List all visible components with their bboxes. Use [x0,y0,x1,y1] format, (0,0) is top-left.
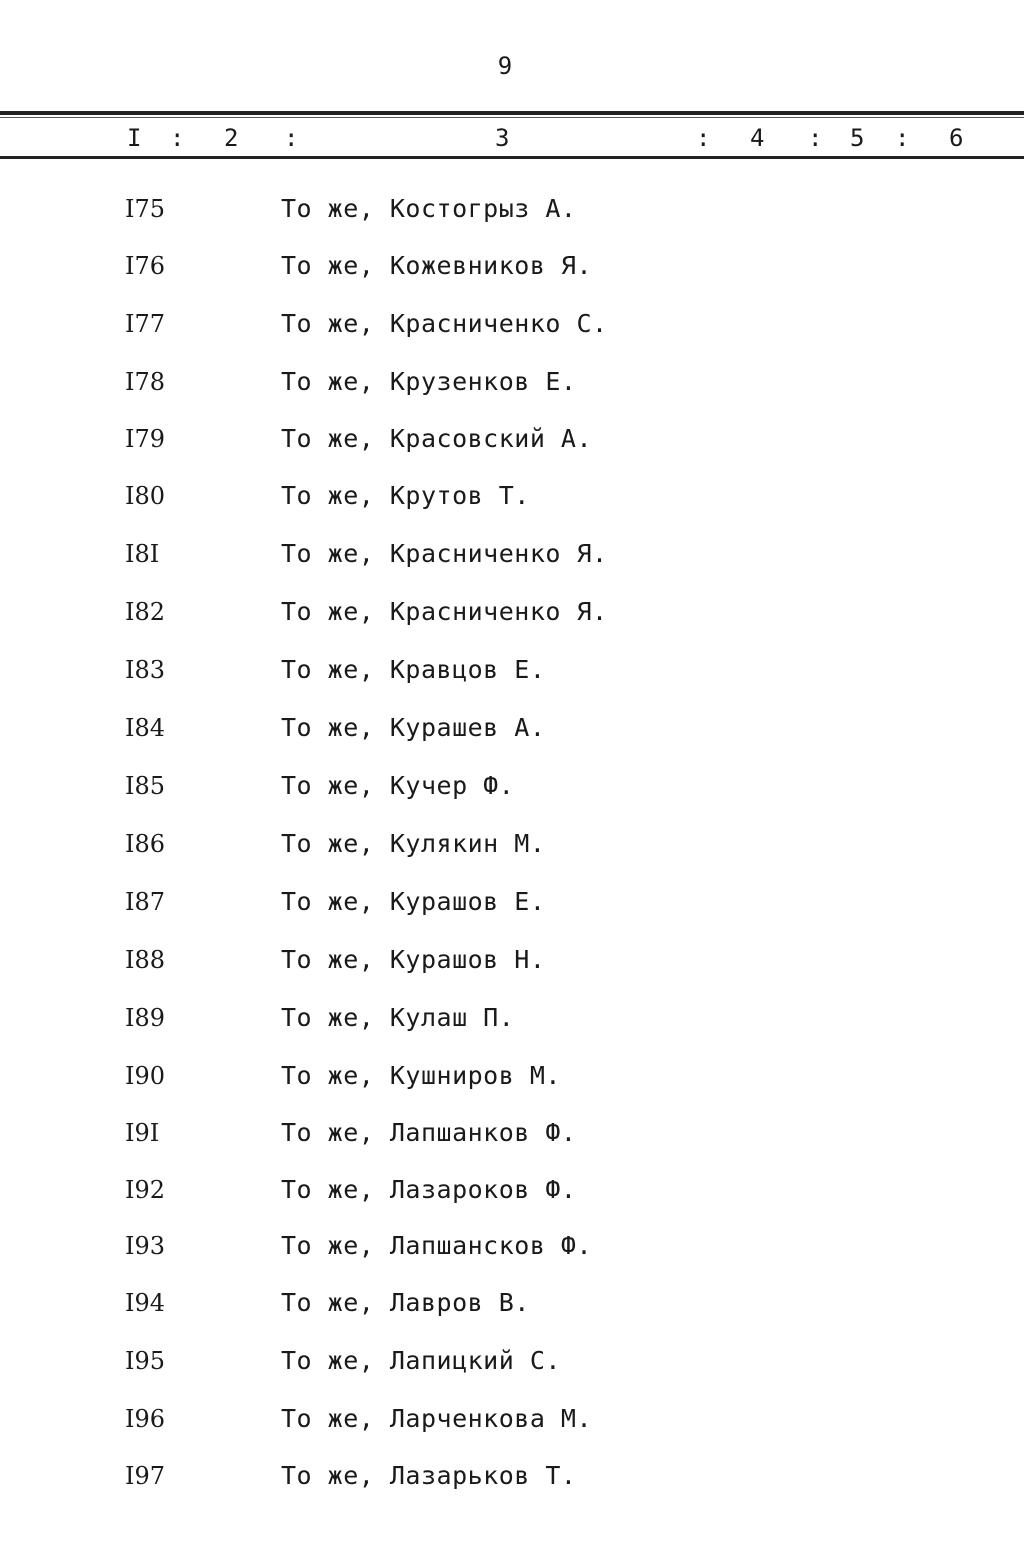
entry-text: То же, Лапицкий С. [281,1346,561,1375]
entry-number: I97 [125,1462,166,1490]
entry-number: I96 [125,1405,166,1433]
entry-number: I77 [125,310,166,338]
column-header-6: 6 [949,124,964,152]
entry-text: То же, Курашев А. [281,713,546,742]
entry-text: То же, Лапшансков Ф. [281,1231,593,1260]
column-header-2: 2 [224,124,239,152]
entry-number: I87 [125,888,166,916]
column-separator: : [808,124,823,152]
entry-number: I80 [125,482,166,510]
entry-text: То же, Ларченкова М. [281,1404,593,1433]
entry-text: То же, Кучер Ф. [281,771,515,800]
entry-number: I83 [125,656,166,684]
entry-number: I78 [125,368,166,396]
entry-text: То же, Крутов Т. [281,481,530,510]
entry-text: То же, Красниченко Я. [281,539,608,568]
entry-text: То же, Лазарьков Т. [281,1461,577,1490]
header-rule-bottom [0,156,1024,159]
entry-number: I94 [125,1289,166,1317]
entry-text: То же, Кулякин М. [281,829,546,858]
entry-text: То же, Красовский А. [281,424,593,453]
entry-number: I76 [125,252,166,280]
entry-number: I85 [125,772,166,800]
entry-text: То же, Кравцов Е. [281,655,546,684]
entry-number: I88 [125,946,166,974]
entry-number: I9I [125,1119,160,1147]
entry-number: I8I [125,540,160,568]
header-rule-top [0,111,1024,115]
entry-text: То же, Кушниров М. [281,1061,561,1090]
entry-number: I89 [125,1004,166,1032]
entry-text: То же, Костогрыз А. [281,194,577,223]
entry-text: То же, Курашов Н. [281,945,546,974]
entry-text: То же, Курашов Е. [281,887,546,916]
entry-number: I82 [125,598,166,626]
column-separator: : [170,124,185,152]
column-header-4: 4 [750,124,765,152]
entry-number: I79 [125,425,166,453]
header-rule-top-thin [0,117,1024,118]
entry-number: I93 [125,1232,166,1260]
column-separator: : [696,124,711,152]
entry-number: I86 [125,830,166,858]
entry-text: То же, Кулаш П. [281,1003,515,1032]
entry-text: То же, Лапшанков Ф. [281,1118,577,1147]
entry-text: То же, Лазароков Ф. [281,1175,577,1204]
entry-text: То же, Кожевников Я. [281,251,593,280]
entry-text: То же, Красниченко Я. [281,597,608,626]
column-separator: : [284,124,299,152]
entry-number: I75 [125,195,166,223]
column-header-5: 5 [850,124,865,152]
entry-number: I92 [125,1176,166,1204]
column-header-3: 3 [495,124,510,152]
entry-number: I95 [125,1347,166,1375]
column-header-1: I [127,124,142,152]
entry-text: То же, Лавров В. [281,1288,530,1317]
column-separator: : [895,124,910,152]
entry-number: I84 [125,714,166,742]
entry-number: I90 [125,1062,166,1090]
entry-text: То же, Красниченко С. [281,309,608,338]
page-number: 9 [497,52,513,80]
entry-text: То же, Крузенков Е. [281,367,577,396]
